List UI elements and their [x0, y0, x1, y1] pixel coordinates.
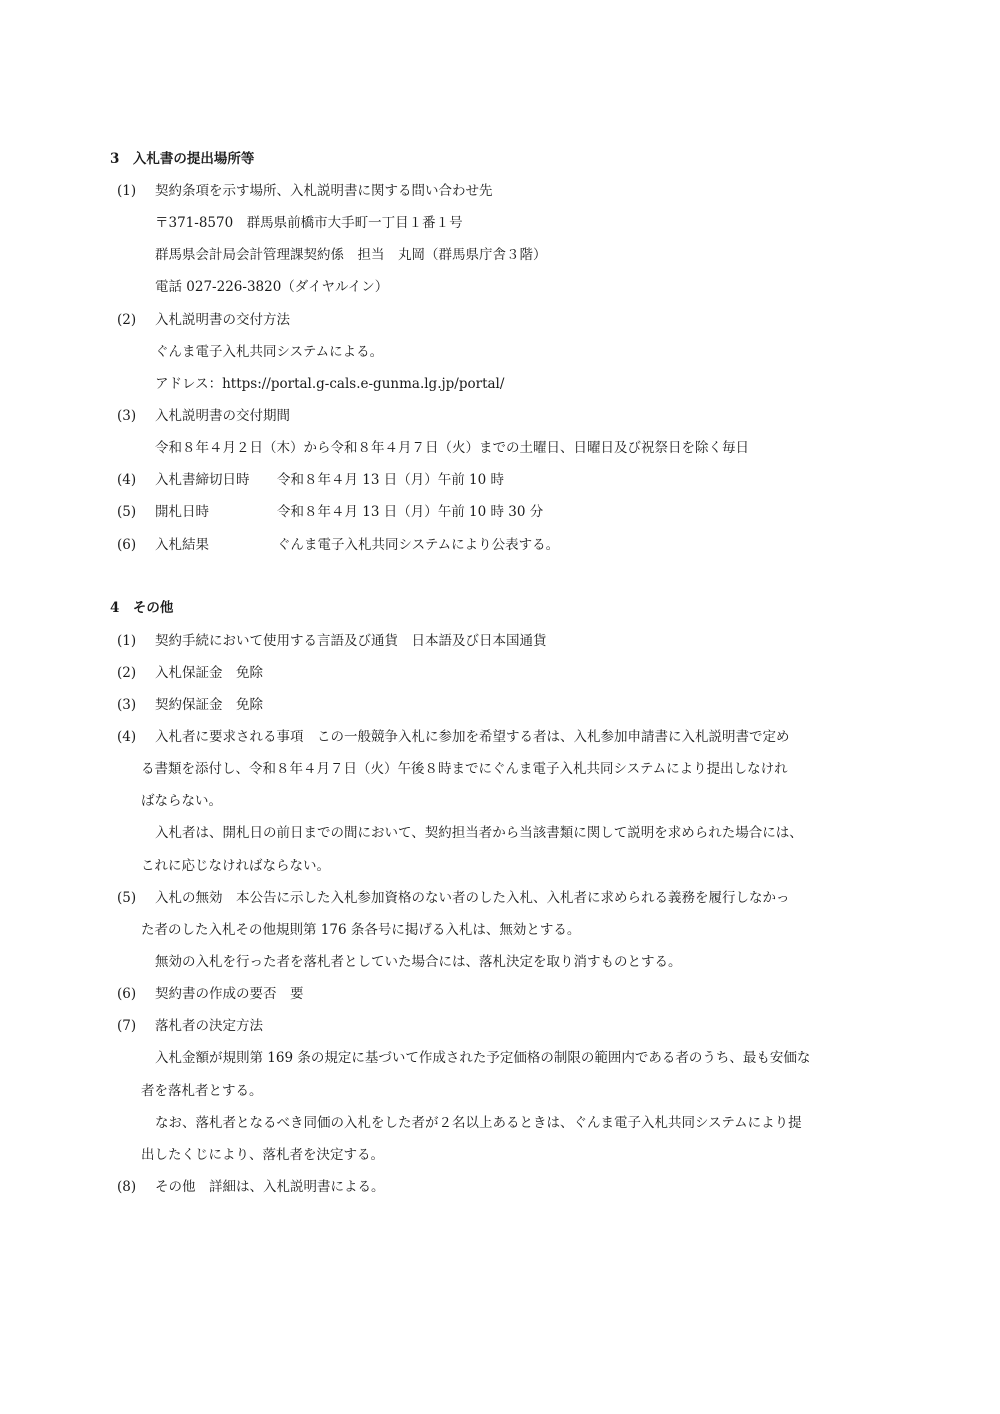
s4-item-7-cont-3	[0, 1113, 1000, 1133]
opening-datetime: 令和８年４月 13 日（月）午前 10 時 30 分	[277, 504, 544, 520]
s3-item-2-number: (2)	[117, 312, 137, 328]
s4-item-4-cont-2	[0, 791, 1000, 811]
s4-item-8-number: (8)	[117, 1179, 137, 1195]
s4-item-5	[0, 888, 1000, 908]
s4-item-2-text: 入札保証金 免除	[155, 665, 263, 681]
s3-item-1-text: 契約条項を示す場所、入札説明書に関する問い合わせ先	[155, 183, 493, 199]
s3-item-4-number: (4)	[117, 472, 137, 488]
s3-item-2	[0, 310, 1000, 330]
s4-item-1	[0, 631, 1000, 651]
s4-item-4-line-4: 入札者は、開札日の前日までの間において、契約担当者から当該書類に関して説明を求められた場合には、	[155, 825, 803, 841]
s4-item-6-number: (6)	[117, 986, 137, 1002]
s3-item-1-address	[0, 213, 1000, 233]
s4-item-8	[0, 1177, 1000, 1197]
s3-item-3	[0, 406, 1000, 426]
s3-item-2-address	[0, 374, 1000, 394]
s4-item-4-number: (4)	[117, 729, 137, 745]
s4-item-6-text: 契約書の作成の要否 要	[155, 986, 304, 1002]
s4-item-5-number: (5)	[117, 890, 137, 906]
s4-item-3	[0, 695, 1000, 715]
s4-item-3-number: (3)	[117, 697, 137, 713]
portal-url: アドレス：https://portal.g-cals.e-gunma.lg.jp/portal/	[155, 376, 505, 392]
s3-item-5-label: 開札日時	[155, 504, 209, 520]
s4-item-4	[0, 727, 1000, 747]
s3-item-2-system	[0, 342, 1000, 362]
s4-item-2-number: (2)	[117, 665, 137, 681]
s4-item-5-cont-2	[0, 952, 1000, 972]
s4-item-5-line-3: 無効の入札を行った者を落札者としていた場合には、落札決定を取り消すものとする。	[155, 954, 682, 970]
s4-item-7-line-3: なお、落札者となるべき同価の入札をした者が２名以上あるときは、ぐんま電子入札共同システムにより提	[155, 1115, 802, 1131]
office-contact: 群馬県会計局会計管理課契約係 担当 丸岡（群馬県庁舎３階）	[155, 247, 547, 263]
s4-item-7-cont-1	[0, 1048, 1000, 1068]
s4-item-4-cont-3	[0, 823, 1000, 843]
s4-item-4-line-2: る書類を添付し、令和８年４月７日（火）午後８時までにぐんま電子入札共同システムにより提出しなけれ	[141, 761, 788, 777]
s4-item-4-line-3: ばならない。	[141, 793, 222, 809]
s4-item-7-number: (7)	[117, 1018, 137, 1034]
s4-item-4-line-1: 入札者に要求される事項 この一般競争入札に参加を希望する者は、入札参加申請書に入札説明書で定め	[155, 729, 790, 745]
s4-item-7-cont-4	[0, 1145, 1000, 1165]
s4-item-5-cont-1	[0, 920, 1000, 940]
s3-item-4-label: 入札書締切日時	[155, 472, 250, 488]
s4-item-7	[0, 1016, 1000, 1036]
s4-item-7-line-4: 出したくじにより、落札者を決定する。	[141, 1147, 384, 1163]
section-4-heading	[0, 598, 1000, 618]
s4-item-4-cont-1	[0, 759, 1000, 779]
s3-item-1	[0, 181, 1000, 201]
s4-item-4-line-5: これに応じなければならない。	[141, 858, 330, 874]
distribution-period: 令和８年４月２日（木）から令和８年４月７日（火）までの土曜日、日曜日及び祝祭日を除く毎日	[155, 440, 749, 456]
s4-item-5-line-2: た者のした入札その他規則第 176 条各号に掲げる入札は、無効とする。	[141, 922, 581, 938]
s3-item-5-number: (5)	[117, 504, 137, 520]
s4-item-7-text: 落札者の決定方法	[155, 1018, 263, 1034]
s3-item-3-number: (3)	[117, 408, 137, 424]
s4-item-1-number: (1)	[117, 633, 137, 649]
s3-item-5	[0, 502, 1000, 522]
s3-item-6-label: 入札結果	[155, 537, 209, 553]
s4-item-4-cont-4	[0, 856, 1000, 876]
s3-item-4	[0, 470, 1000, 490]
bid-deadline: 令和８年４月 13 日（月）午前 10 時	[277, 472, 505, 488]
section-3-heading-text: 3 入札書の提出場所等	[110, 151, 255, 167]
s3-item-6-number: (6)	[117, 537, 137, 553]
section-4-heading-text: 4 その他	[110, 600, 174, 616]
s4-item-7-cont-2	[0, 1081, 1000, 1101]
s4-item-7-line-2: 者を落札者とする。	[141, 1083, 263, 1099]
s3-item-1-number: (1)	[117, 183, 137, 199]
s4-item-6	[0, 984, 1000, 1004]
s3-item-1-office	[0, 245, 1000, 265]
s3-item-6	[0, 535, 1000, 555]
s3-item-3-period	[0, 438, 1000, 458]
distribution-system: ぐんま電子入札共同システムによる。	[155, 344, 384, 360]
s3-item-1-phone	[0, 277, 1000, 297]
s4-item-7-line-1: 入札金額が規則第 169 条の規定に基づいて作成された予定価格の制限の範囲内である者のうち、最も安価な	[155, 1050, 811, 1066]
s4-item-2	[0, 663, 1000, 683]
bid-result: ぐんま電子入札共同システムにより公表する。	[277, 537, 560, 553]
phone-number: 電話 027-226-3820（ダイヤルイン）	[155, 279, 389, 295]
s4-item-8-text: その他 詳細は、入札説明書による。	[155, 1179, 385, 1195]
s4-item-3-text: 契約保証金 免除	[155, 697, 263, 713]
s3-item-2-text: 入札説明書の交付方法	[155, 312, 290, 328]
postal-address: 〒371-8570 群馬県前橋市大手町一丁目１番１号	[155, 215, 463, 231]
s4-item-1-text: 契約手続において使用する言語及び通貨 日本語及び日本国通貨	[155, 633, 547, 649]
s3-item-3-text: 入札説明書の交付期間	[155, 408, 290, 424]
section-3-heading	[0, 149, 1000, 169]
s4-item-5-line-1: 入札の無効 本公告に示した入札参加資格のない者のした入札、入札者に求められる義務を履行しなかっ	[155, 890, 790, 906]
